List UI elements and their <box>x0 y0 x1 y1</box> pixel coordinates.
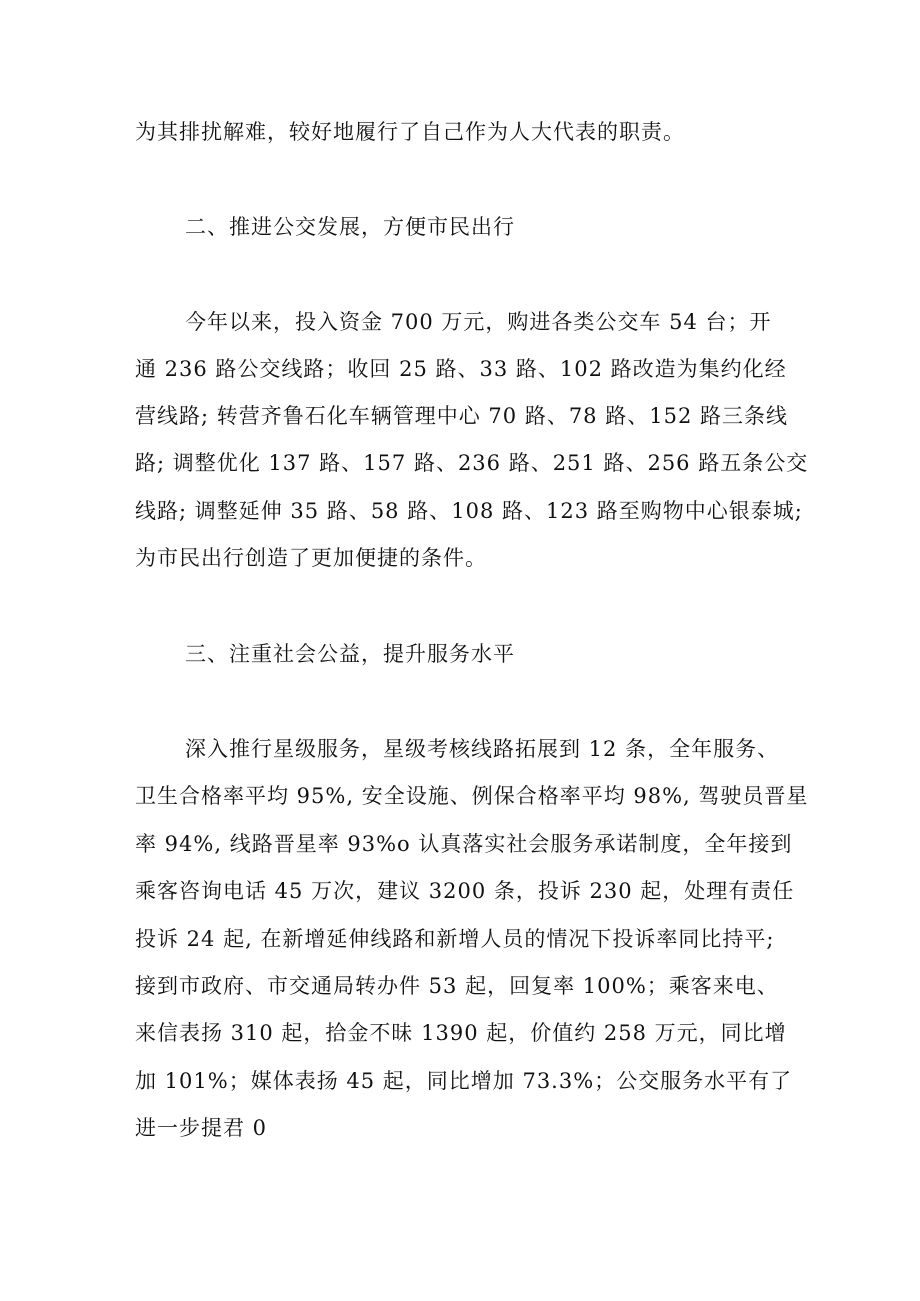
paragraph-line: 线路; 调整延伸 35 路、58 路、108 路、123 路至购物中心银泰城; <box>135 499 803 523</box>
paragraph-line: 乘客咨询电话 45 万次，建议 3200 条，投诉 230 起，处理有责任 <box>135 879 795 903</box>
paragraph-line: 深入推行星级服务，星级考核线路拓展到 12 条，全年服务、 <box>185 737 780 761</box>
paragraph-line: 来信表扬 310 起，拾金不昧 1390 起，价值约 258 万元，同比增 <box>135 1021 787 1045</box>
intro-paragraph-line: 为其排扰解难，较好地履行了自己作为人大代表的职责。 <box>135 120 685 144</box>
paragraph-line: 接到市政府、市交通局转办件 53 起，回复率 100%；乘客来电、 <box>135 974 779 998</box>
section-heading-service: 三、注重社会公益，提升服务水平 <box>185 642 515 666</box>
paragraph-line: 路; 调整优化 137 路、157 路、236 路、251 路、256 路五条公交 <box>135 451 809 475</box>
section-heading-transit: 二、推进公交发展，方便市民出行 <box>185 215 515 239</box>
paragraph-line: 率 94%, 线路晋星率 93%o 认真落实社会服务承诺制度，全年接到 <box>135 832 793 856</box>
paragraph-line: 加 101%；媒体表扬 45 起，同比增加 73.3%；公交服务水平有了 <box>135 1069 793 1093</box>
paragraph-line: 为市民出行创造了更加便捷的条件。 <box>135 546 487 570</box>
paragraph-line: 营线路; 转营齐鲁石化车辆管理中心 70 路、78 路、152 路三条线 <box>135 404 788 428</box>
paragraph-line: 投诉 24 起, 在新增延伸线路和新增人员的情况下投诉率同比持平; <box>135 927 775 951</box>
paragraph-line: 通 236 路公交线路；收回 25 路、33 路、102 路改造为集约化经 <box>135 357 787 381</box>
paragraph-line: 进一步提君 0 <box>135 1116 268 1140</box>
paragraph-line: 今年以来，投入资金 700 万元，购进各类公交车 54 台；开 <box>185 310 772 334</box>
paragraph-line: 卫生合格率平均 95%, 安全设施、例保合格率平均 98%, 驾驶员晋星 <box>135 784 809 808</box>
